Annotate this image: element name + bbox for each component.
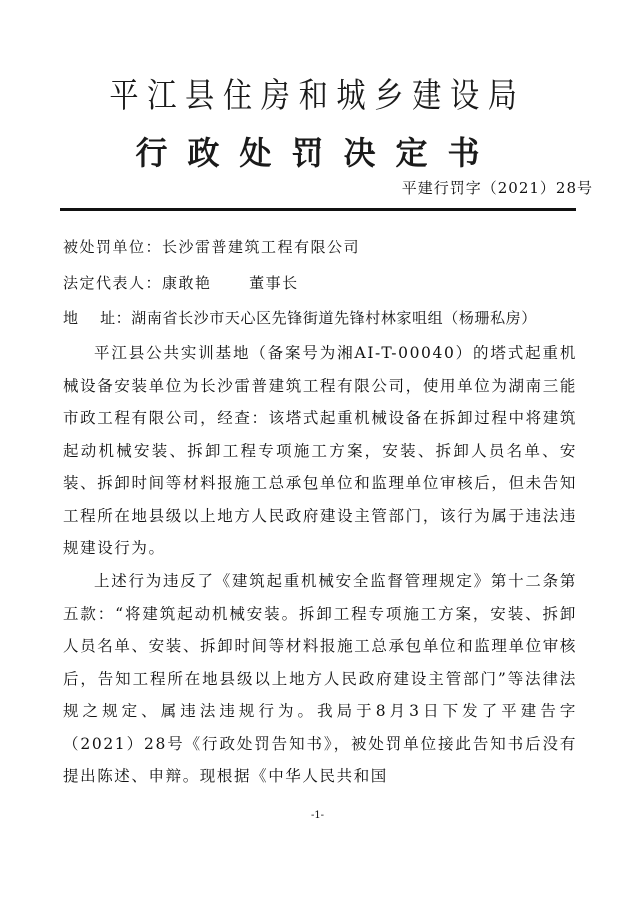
body-paragraph-1: 平江县公共实训基地（备案号为湘AI-T-00040）的塔式起重机械设备安装单位为长沙雷普建筑工程有限公司，使用单位为湖南三能市政工程有限公司，经查：该塔式起重机械设备在拆卸过程中将建筑起动机械安装、拆卸工程专项施工方案，安装、拆卸人员名单、安装、拆卸时间等材料报施工总承包单位和监理单位审核后，但未告知工程所在地县级以上地方人民政府建设主管部门，该行为属于违法违规建设行为。 <box>63 344 577 557</box>
issuing-organization: 平江县住房和城乡建设局 <box>109 76 526 116</box>
legal-representative: 法定代表人：康敢艳 董事长 <box>63 274 299 292</box>
document-number: 平建行罚字（2021）28号 <box>401 179 593 197</box>
body-paragraph-2: 上述行为违反了《建筑起重机械安全监督管理规定》第十二条第五款：“将建筑起动机械安装。拆卸工程专项施工方案，安装、拆卸人员名单、安装、拆卸时间等材料报施工总承包单位和监理单位审核后，告知工程所在地县级以上地方人民政府建设主管部门”等法律法规之规定、属违法违规行为。我局于8月3日下发了平建告字（2021）28号《行政处罚告知书》，被处罚单位接此告知书后没有提出陈述、申辩。现根据《中华人民共和国 <box>63 572 577 785</box>
address: 地 址：湖南省长沙市天心区先锋街道先锋村林家咀组（杨珊私房） <box>63 309 537 327</box>
penalized-unit: 被处罚单位：长沙雷普建筑工程有限公司 <box>63 238 361 256</box>
page-number: -1- <box>310 810 325 821</box>
document-title: 行政处罚决定书 <box>135 134 500 172</box>
header-divider <box>60 208 576 211</box>
